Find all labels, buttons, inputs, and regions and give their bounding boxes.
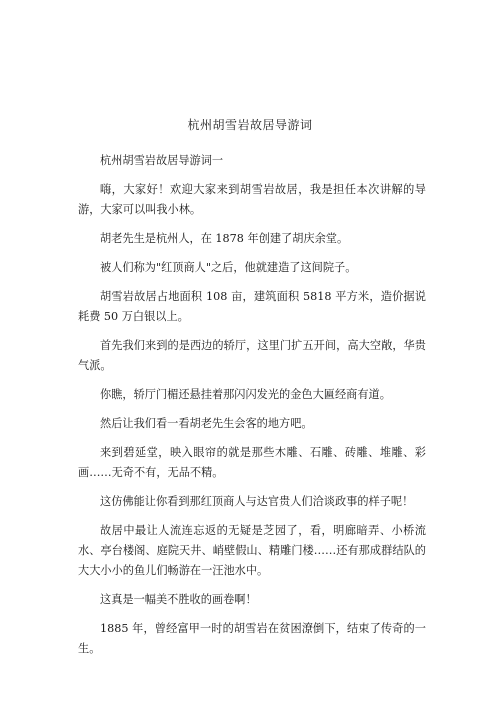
paragraph: 故居中最让人流连忘返的无疑是芝园了，看，明廊暗弄、小桥流水、亭台楼阁、庭院天井、峭壁假山、精雕门楼……还有那成群结队的大大小小的鱼儿们畅游在一汪池水中。	[78, 524, 426, 577]
paragraph: 胡老先生是杭州人，在 1878 年创建了胡庆余堂。	[100, 232, 349, 245]
paragraph: 来到碧延堂，映入眼帘的就是那些木雕、石雕、砖雕、堆雕、彩画……无奇不有，无品不精。	[78, 446, 426, 479]
document-title: 杭州胡雪岩故居导游词	[187, 118, 313, 132]
paragraph: 你瞧，轿厅门楣还悬挂着那闪闪发光的金色大匾经商有道。	[100, 388, 391, 401]
paragraph: 嗨，大家好！欢迎大家来到胡雪岩故居，我是担任本次讲解的导游，大家可以叫我小林。	[78, 183, 426, 216]
paragraph: 这仿佛能让你看到那红顶商人与达官贵人们洽谈政事的样子呢！	[100, 495, 414, 508]
paragraph: 然后让我们看一看胡老先生会客的地方吧。	[100, 417, 313, 430]
paragraph: 这真是一幅美不胜收的画卷啊！	[100, 593, 257, 606]
paragraph: 1885 年，曾经富甲一时的胡雪岩在贫困潦倒下，结束了传奇的一生。	[78, 622, 426, 655]
paragraph: 胡雪岩故居占地面积 108 亩，建筑面积 5818 平方米，造价据说耗费 50 万白银以上。	[78, 290, 426, 323]
document-body	[78, 151, 426, 668]
paragraph: 首先我们来到的是西边的轿厅，这里门扩五开间，高大空敞，华贵气派。	[78, 339, 426, 372]
paragraph: 杭州胡雪岩故居导游词一	[100, 154, 224, 167]
paragraph: 被人们称为"红顶商人"之后，他就建造了这间院子。	[100, 261, 357, 274]
